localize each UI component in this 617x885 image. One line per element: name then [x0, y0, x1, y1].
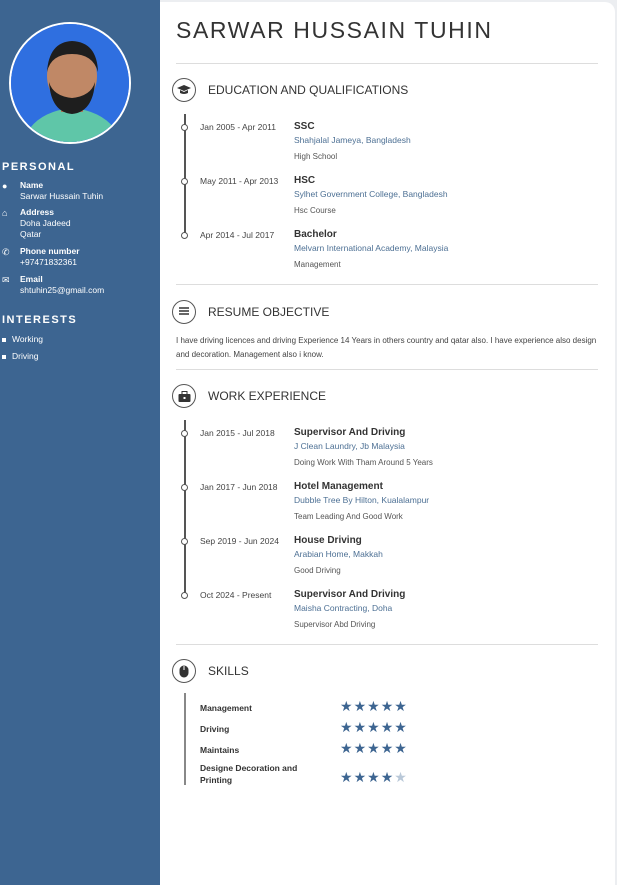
- star-icon: ★: [367, 698, 381, 714]
- divider: [176, 369, 598, 370]
- entry-organization: J Clean Laundry, Jb Malaysia: [294, 441, 405, 451]
- timeline-dot: [181, 124, 188, 131]
- skill-name: Designe Decoration and Printing: [200, 763, 298, 785]
- entry-description: Good Driving: [294, 566, 341, 575]
- skill-rating: [340, 769, 408, 786]
- timeline-line: [184, 693, 186, 785]
- star-icon: ★: [394, 740, 408, 756]
- personal-heading: PERSONAL: [2, 161, 76, 173]
- skill-name: Maintains: [200, 745, 240, 755]
- timeline-dot: [181, 592, 188, 599]
- star-icon: ★: [380, 719, 395, 735]
- entry-organization: Sylhet Government College, Bangladesh: [294, 189, 448, 199]
- timeline-line: [184, 114, 186, 236]
- star-icon: ★: [367, 719, 381, 735]
- entry-organization: Dubble Tree By Hilton, Kualalampur: [294, 495, 430, 505]
- star-icon: ★: [380, 769, 395, 785]
- interests-heading: INTERESTS: [2, 314, 78, 326]
- skill-rating: [340, 719, 408, 736]
- star-icon: ★: [340, 769, 354, 785]
- entry-description: Supervisor Abd Driving: [294, 620, 376, 629]
- section-title: SKILLS: [208, 664, 249, 678]
- value: Sarwar Hussain Tuhin: [20, 191, 104, 201]
- star-icon: ★: [353, 719, 368, 735]
- entry-title: Supervisor And Driving: [294, 427, 406, 438]
- sidebar: [0, 0, 160, 885]
- entry-date: Apr 2014 - Jul 2017: [200, 230, 275, 240]
- entry-date: May 2011 - Apr 2013: [200, 176, 279, 186]
- entry-title: Bachelor: [294, 229, 337, 240]
- timeline-dot: [181, 232, 188, 239]
- star-icon: ★: [353, 769, 368, 785]
- skill-rating: [340, 698, 408, 715]
- entry-description: Management: [294, 260, 341, 269]
- entry-date: Jan 2017 - Jun 2018: [200, 482, 278, 492]
- entry-description: Doing Work With Tham Around 5 Years: [294, 458, 433, 467]
- home-icon: ⌂: [2, 208, 8, 218]
- star-icon: ★: [340, 740, 354, 756]
- briefcase-icon: [172, 384, 196, 408]
- entry-title: SSC: [294, 121, 315, 132]
- timeline-dot: [181, 178, 188, 185]
- entry-date: Oct 2024 - Present: [200, 590, 272, 600]
- star-icon: ★: [353, 698, 368, 714]
- entry-organization: Arabian Home, Makkah: [294, 549, 383, 559]
- timeline-line: [184, 420, 186, 596]
- star-icon: ★: [394, 698, 408, 714]
- resume-main: [160, 2, 615, 885]
- resume-name: SARWAR HUSSAIN TUHIN: [176, 17, 493, 43]
- entry-date: Jan 2015 - Jul 2018: [200, 428, 275, 438]
- objective-text: I have driving licences and driving Experience 14 Years in others country and qatar also. I have experience also design and decoration. Management also i know.: [176, 336, 597, 359]
- divider: [176, 63, 598, 64]
- entry-description: Team Leading And Good Work: [294, 512, 403, 521]
- phone-icon: ✆: [2, 247, 10, 257]
- entry-title: Supervisor And Driving: [294, 589, 406, 600]
- star-icon: ★: [353, 740, 368, 756]
- entry-organization: Shahjalal Jameya, Bangladesh: [294, 135, 411, 145]
- mouse-icon: [172, 659, 196, 683]
- entry-description: High School: [294, 152, 338, 161]
- star-icon: ★: [340, 698, 354, 714]
- star-icon: ★: [367, 769, 381, 785]
- star-icon: ★: [394, 769, 408, 785]
- star-icon: ★: [380, 740, 395, 756]
- skill-name: Management: [200, 703, 252, 713]
- entry-title: House Driving: [294, 535, 362, 546]
- label: Phone number: [20, 246, 80, 256]
- star-icon: ★: [380, 698, 395, 714]
- entry-date: Sep 2019 - Jun 2024: [200, 536, 279, 546]
- label: Name: [20, 180, 44, 190]
- entry-date: Jan 2005 - Apr 2011: [200, 122, 276, 132]
- list-icon: [172, 300, 196, 324]
- section-title: WORK EXPERIENCE: [208, 389, 327, 403]
- entry-description: Hsc Course: [294, 206, 336, 215]
- value: Doha Jadeed Qatar: [20, 218, 71, 239]
- email-icon: ✉: [2, 275, 10, 285]
- person-icon: ●: [2, 181, 8, 191]
- graduation-cap-icon: [172, 78, 196, 102]
- timeline-dot: [181, 430, 188, 437]
- section-title: RESUME OBJECTIVE: [208, 305, 330, 319]
- divider: [176, 644, 598, 645]
- star-icon: ★: [394, 719, 408, 735]
- skill-name: Driving: [200, 724, 230, 734]
- divider: [176, 284, 598, 285]
- entry-organization: Maisha Contracting, Doha: [294, 603, 393, 613]
- interest-item: Working: [2, 334, 43, 344]
- label: Email: [20, 274, 43, 284]
- entry-title: HSC: [294, 175, 316, 186]
- skill-rating: [340, 740, 408, 757]
- timeline-dot: [181, 538, 188, 545]
- profile-photo: [9, 22, 131, 144]
- entry-organization: Melvarn International Academy, Malaysia: [294, 243, 449, 253]
- timeline-dot: [181, 484, 188, 491]
- label: Address: [20, 207, 55, 217]
- value: shtuhin25@gmail.com: [20, 285, 105, 295]
- interest-item: Driving: [2, 351, 38, 361]
- value: +97471832361: [20, 257, 77, 267]
- section-title: EDUCATION AND QUALIFICATIONS: [208, 83, 409, 97]
- entry-title: Hotel Management: [294, 481, 383, 492]
- star-icon: ★: [340, 719, 354, 735]
- star-icon: ★: [367, 740, 381, 756]
